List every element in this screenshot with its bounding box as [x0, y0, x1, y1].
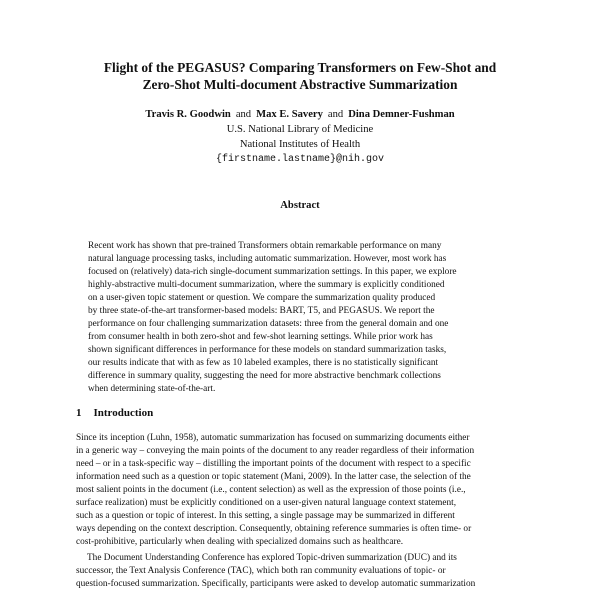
introduction-heading: [76, 407, 153, 419]
affiliation-2: National Institutes of Health: [239, 139, 361, 150]
body-line: Since its inception (Luhn, 1958), automatic summarization has focused on summarizing documents either: [76, 433, 470, 443]
body-line: information need such as a question or topic statement (Mani, 2009). In the latter case, the selection of the: [76, 472, 471, 482]
title-line-1: Flight of the PEGASUS? Comparing Transformers on Few-Shot and: [103, 60, 497, 75]
body-line: most salient points in the document (i.e., content selection) as well as the expression of those points (i.e.,: [76, 485, 466, 495]
body-line: need – or in a task-specific way – distilling the important points of the document with respect to a specific: [76, 459, 471, 469]
affiliation-1: U.S. National Library of Medicine: [226, 124, 374, 135]
author-1: Travis R. Goodwin: [145, 109, 231, 120]
abstract-line: on a user-given topic statement or question. We compare the summarization quality produced: [88, 293, 436, 303]
abstract-line: performance on four challenging summarization datasets: three from the general domain and one: [88, 319, 449, 329]
author-separator: and: [327, 109, 344, 120]
author-email: {firstname.lastname}@nih.gov: [215, 154, 385, 165]
abstract-line: by three state-of-the-art transformer-based models: BART, T5, and PEGASUS. We report the: [88, 306, 435, 316]
title-line-2: Zero-Shot Multi-document Abstractive Summarization: [142, 77, 458, 92]
paper-title: [60, 59, 540, 93]
body-line: The Document Understanding Conference has explored Topic-driven summarization (DUC) and its: [87, 553, 457, 563]
section-title: Introduction: [93, 407, 154, 419]
abstract-heading: Abstract: [280, 200, 320, 211]
author-2: Max E. Savery: [256, 109, 323, 120]
abstract-line: highly-abstractive multi-document summarization, where the summary is explicitly conditioned: [88, 280, 445, 290]
body-line: in a generic way – conveying the main points of the document to any reader regardless of their information: [76, 446, 475, 456]
author-list: [60, 108, 540, 122]
body-line: question-focused summarization. Specifically, participants were asked to develop automatic summarization: [76, 579, 476, 589]
abstract-line: from consumer health in both zero-shot and few-shot learning settings. While prior work has: [88, 332, 433, 342]
abstract-line: natural language processing tasks, including automatic summarization. However, most work has: [88, 254, 447, 264]
abstract-line: shown significant differences in performance for these models on standard summarization tasks,: [88, 345, 447, 355]
section-number: 1: [76, 407, 82, 419]
body-line: successor, the Text Analysis Conference (TAC), which both ran community evaluations of topic- or: [76, 566, 446, 576]
abstract-line: difference in summary quality, suggesting the need for more abstractive benchmark collections: [88, 371, 441, 381]
author-3: Dina Demner-Fushman: [348, 109, 455, 120]
author-separator: and: [235, 109, 252, 120]
abstract-line: focused on (relatively) data-rich single-document summarization settings. In this paper, we explore: [88, 267, 457, 277]
abstract-line: our results indicate that with as few as 10 labeled examples, there is no statistically significant: [88, 358, 439, 368]
body-line: surface realization) must be explicitly conditioned on a user-given natural language context statement,: [76, 498, 457, 508]
body-line: ways depending on the context description. Consequently, obtaining reference summaries is often time- or: [76, 524, 472, 534]
body-line: such as a question or topic of interest. In this setting, a single passage may be summarized in different: [76, 511, 455, 521]
body-line: cost-prohibitive, particularly when dealing with specialized domains such as healthcare.: [76, 537, 404, 547]
abstract-line: when determining state-of-the-art.: [88, 384, 216, 394]
abstract-line: Recent work has shown that pre-trained Transformers obtain remarkable performance on many: [88, 241, 442, 251]
